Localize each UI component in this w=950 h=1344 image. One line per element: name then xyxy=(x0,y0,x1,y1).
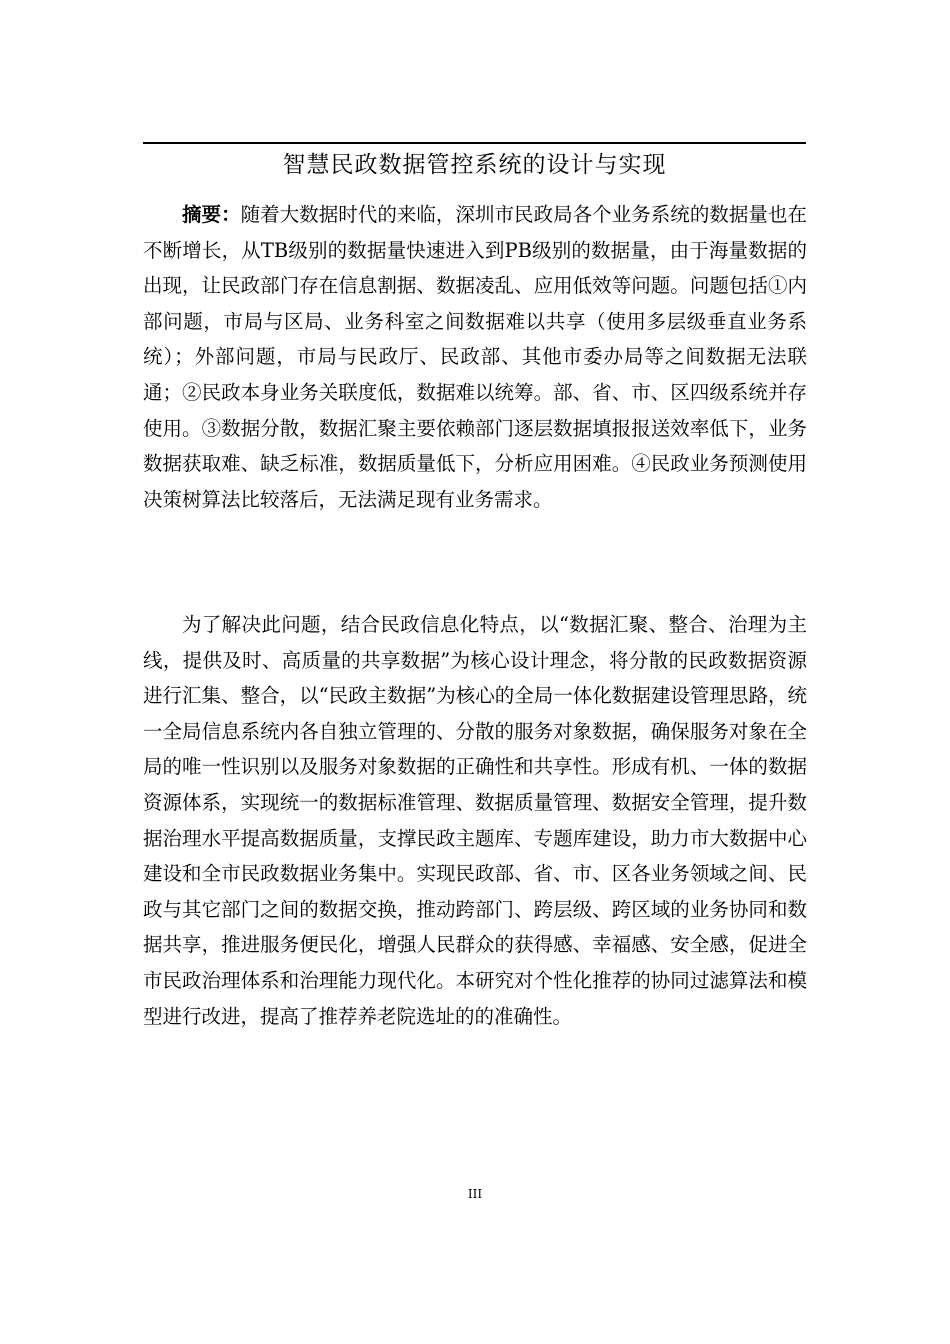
header-rule xyxy=(143,142,806,144)
abstract-paragraph-2: 为了解决此问题，结合民政信息化特点，以“数据汇聚、整合、治理为主线，提供及时、高质量的共享数据”为核心设计理念，将分散的民政数据资源进行汇集、整合，以“民政主数据”为核心的全局一体化数据建设管理思路，统一全局信息系统内各自独立管理的、分散的服务对象数据，确保服务对象在全局的唯一性识别以及服务对象数据的正确性和共享性。形成有机、一体的数据资源体系，实现统一的数据标准管理、数据质量管理、数据安全管理，提升数据治理水平提高数据质量，支撑民政主题库、专题库建设，助力市大数据中心建设和全市民政数据业务集中。实现民政部、省、市、区各业务领域之间、民政与其它部门之间的数据交换，推动跨部门、跨层级、跨区域的业务协同和数据共享，推进服务便民化，增强人民群众的获得感、幸福感、安全感，促进全市民政治理体系和治理能力现代化。本研究对个性化推荐的协同过滤算法和模型进行改进，提高了推荐养老院选址的的准确性。 xyxy=(143,613,807,1028)
abstract-paragraph-1 xyxy=(143,197,807,517)
abstract-label: 摘要： xyxy=(182,203,241,226)
abstract-paragraph-1-text: 随着大数据时代的来临，深圳市民政局各个业务系统的数据量也在不断增长，从TB级别的数据量快速进入到PB级别的数据量，由于海量数据的出现，让民政部门存在信息割据、数据凌乱、应用低效等问题。问题包括①内部问题，市局与区局、业务科室之间数据难以共享（使用多层级垂直业务系统）；外部问题，市局与民政厅、民政部、其他市委办局等之间数据无法联通；②民政本身业务关联度低，数据难以统筹。部、省、市、区四级系统并存使用。③数据分散，数据汇聚主要依赖部门逐层数据填报报送效率低下，业务数据获取难、缺乏标准，数据质量低下，分析应用困难。④民政业务预测使用决策树算法比较落后，无法满足现有业务需求。 xyxy=(143,203,807,511)
page-number: III xyxy=(467,1187,483,1201)
document-title: 智慧民政数据管控系统的设计与实现 xyxy=(282,152,667,178)
